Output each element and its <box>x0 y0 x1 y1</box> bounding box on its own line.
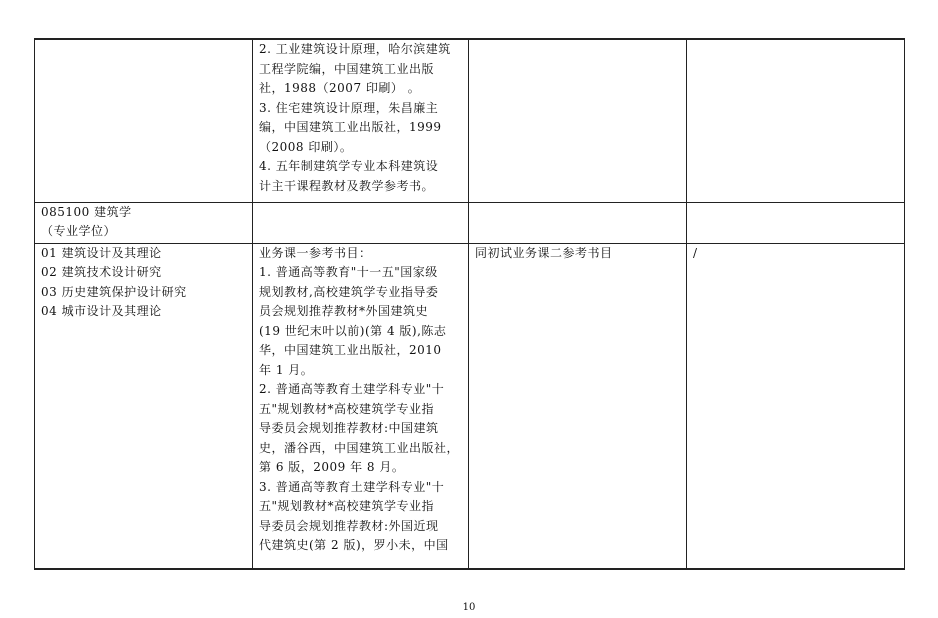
program-type: （专业学位） <box>41 224 117 238</box>
book-line: 导委员会规划推荐教材:中国建筑 <box>259 421 439 435</box>
program-cell <box>35 39 253 202</box>
retest-books-cell <box>469 39 687 202</box>
retest-books-cell: 同初试业务课二参考书目 <box>469 243 687 569</box>
retest-books-cell <box>469 202 687 243</box>
table-row <box>35 202 905 243</box>
book-line: 第 6 版，2009 年 8 月。 <box>259 460 405 474</box>
research-direction: 02 建筑技术设计研究 <box>41 265 162 279</box>
reference-books-cell <box>253 202 469 243</box>
book-line: 2. 普通高等教育土建学科专业"十 <box>259 382 445 396</box>
book-line: 业务课一参考书目： <box>259 245 372 260</box>
research-direction: 01 建筑设计及其理论 <box>41 245 162 260</box>
book-line: 工程学院编，中国建筑工业出版 <box>259 61 435 76</box>
book-line: 计主干课程教材及教学参考书。 <box>259 178 435 193</box>
note-cell: / <box>687 243 905 569</box>
book-line: 五"规划教材*高校建筑学专业指 <box>259 499 435 513</box>
program-code: 085100 建筑学 <box>41 204 132 219</box>
book-line: 史，潘谷西，中国建筑工业出版社， <box>259 440 460 455</box>
table-row <box>35 39 905 202</box>
book-line: 4. 五年制建筑学专业本科建筑设 <box>259 159 439 173</box>
book-line: (19 世纪末叶以前)(第 4 版),陈志 <box>259 323 447 338</box>
book-line: 年 1 月。 <box>259 362 314 377</box>
book-line: 代建筑史(第 2 版)，罗小未，中国 <box>259 538 449 552</box>
reference-books-cell <box>253 243 469 569</box>
admissions-table <box>34 38 905 570</box>
book-line: 3. 普通高等教育土建学科专业"十 <box>259 479 445 494</box>
research-direction: 03 历史建筑保护设计研究 <box>41 284 187 299</box>
page-number: 10 <box>462 602 476 613</box>
reference-books-cell <box>253 39 469 202</box>
book-line: 五"规划教材*高校建筑学专业指 <box>259 401 435 416</box>
book-line: 3. 住宅建筑设计原理，朱昌廉主 <box>259 100 439 115</box>
research-direction: 04 城市设计及其理论 <box>41 304 162 318</box>
note-cell <box>687 202 905 243</box>
table-row <box>35 243 905 569</box>
book-line: 编，中国建筑工业出版社，1999 <box>259 120 442 134</box>
book-line: 社，1988（2007 印刷） 。 <box>259 81 421 95</box>
research-directions-cell <box>35 243 253 569</box>
book-line: 规划教材,高校建筑学专业指导委 <box>259 284 439 299</box>
book-line: （2008 印刷）。 <box>259 139 353 154</box>
book-line: 导委员会规划推荐教材:外国近现 <box>259 518 439 533</box>
program-cell <box>35 202 253 243</box>
book-line: 华，中国建筑工业出版社，2010 <box>259 343 442 357</box>
book-line: 1. 普通高等教育"十一五"国家级 <box>259 265 438 279</box>
book-line: 2. 工业建筑设计原理，哈尔滨建筑 <box>259 42 451 56</box>
book-line: 员会规划推荐教材*外国建筑史 <box>259 304 429 318</box>
note-cell <box>687 39 905 202</box>
